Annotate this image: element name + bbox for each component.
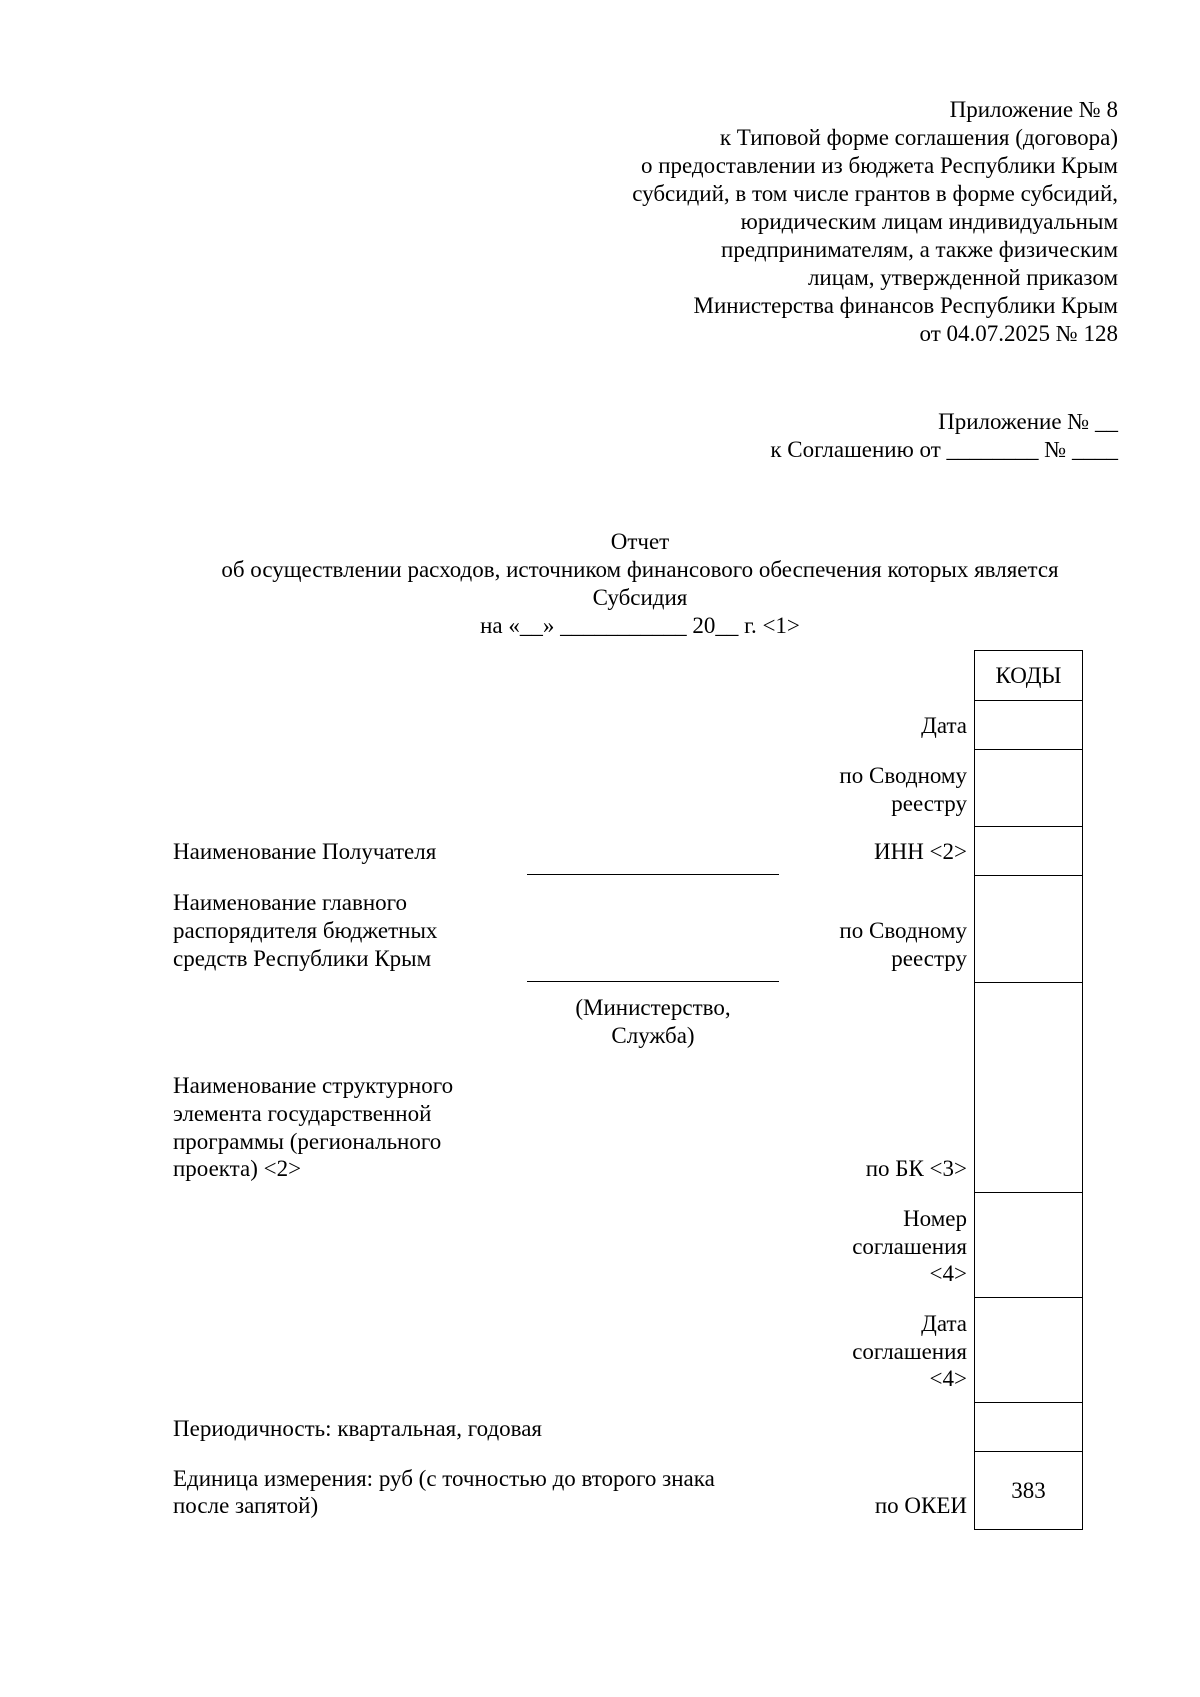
title-line: Отчет	[610, 529, 670, 554]
appendix-line: Приложение № 8	[949, 97, 1118, 122]
appendix-line: к Типовой форме соглашения (договора)	[719, 125, 1118, 150]
structural-label-3: программы (регионального	[173, 1129, 442, 1154]
ministry-hint-line: (Министерство,	[575, 995, 731, 1020]
code-cell-svod-reestr-1[interactable]	[974, 749, 1083, 827]
title-date-line: на «__» ___________ 20__ г. <1>	[480, 613, 800, 638]
label-svod-reestr-2a: по Сводному	[839, 918, 967, 943]
main-manager-label-3: средств Республики Крым	[173, 946, 432, 971]
label-agreement-date-c: <4>	[929, 1366, 967, 1391]
label-date: Дата	[921, 713, 967, 738]
label-svod-reestr-2b: реестру	[891, 946, 967, 971]
recipient-name-label: Наименование Получателя	[173, 839, 437, 864]
code-cell-svod-reestr-2[interactable]	[974, 875, 1083, 983]
recipient-name-line[interactable]	[527, 874, 779, 875]
okei-value: 383	[1011, 1477, 1046, 1503]
appendix-line: предпринимателям, а также физическим	[721, 237, 1118, 262]
appendix-header	[518, 96, 1118, 348]
appendix-line: от 04.07.2025 № 128	[919, 321, 1118, 346]
codes-header: КОДЫ	[995, 663, 1062, 688]
code-cell-okei	[974, 1451, 1083, 1530]
label-okei: по ОКЕИ	[874, 1493, 967, 1518]
periodicity-label: Периодичность: квартальная, годовая	[173, 1416, 542, 1441]
unit-label-1: Единица измерения: руб (с точностью до второго знака	[173, 1466, 715, 1491]
label-svod-reestr-1b: реестру	[891, 791, 967, 816]
appendix-line: субсидий, в том числе грантов в форме субсидий,	[632, 181, 1118, 206]
appendix-line: юридическим лицам индивидуальным	[740, 209, 1118, 234]
label-agreement-date-b: соглашения	[852, 1339, 967, 1364]
appendix-line: лицам, утвержденной приказом	[807, 265, 1118, 290]
code-cell-bk[interactable]	[974, 982, 1083, 1193]
ministry-hint-line: Служба)	[611, 1023, 695, 1048]
structural-label-2: элемента государственной	[173, 1101, 432, 1126]
main-manager-label-2: распорядителя бюджетных	[173, 918, 438, 943]
structural-label-4: проекта) <2>	[173, 1156, 302, 1181]
report-title	[0, 528, 1200, 640]
agreement-appendix-ref: к Соглашению от ________ № ____	[770, 437, 1118, 462]
codes-header-cell	[974, 650, 1083, 701]
label-agreement-date-a: Дата	[921, 1311, 967, 1336]
main-manager-label-1: Наименование главного	[173, 890, 408, 915]
label-agreement-number-a: Номер	[903, 1206, 967, 1231]
main-manager-line[interactable]	[527, 981, 779, 982]
label-inn: ИНН <2>	[873, 839, 967, 864]
agreement-appendix	[518, 408, 1118, 464]
label-bk: по БК <3>	[865, 1156, 967, 1181]
ministry-hint	[527, 994, 779, 1050]
title-line: Субсидия	[592, 585, 688, 610]
label-agreement-number-c: <4>	[929, 1261, 967, 1286]
code-cell-agreement-date[interactable]	[974, 1297, 1083, 1403]
label-agreement-number-b: соглашения	[852, 1234, 967, 1259]
structural-label-1: Наименование структурного	[173, 1073, 454, 1098]
label-svod-reestr-1a: по Сводному	[839, 763, 967, 788]
code-cell-periodicity[interactable]	[974, 1402, 1083, 1452]
appendix-line: Министерства финансов Республики Крым	[693, 293, 1118, 318]
agreement-appendix-number: Приложение № __	[938, 409, 1118, 434]
code-cell-agreement-number[interactable]	[974, 1192, 1083, 1298]
unit-label-2: после запятой)	[173, 1493, 319, 1518]
code-cell-date[interactable]	[974, 700, 1083, 750]
code-cell-inn[interactable]	[974, 826, 1083, 876]
title-line: об осуществлении расходов, источником финансового обеспечения которых является	[221, 557, 1059, 582]
appendix-line: о предоставлении из бюджета Республики Крым	[640, 153, 1118, 178]
